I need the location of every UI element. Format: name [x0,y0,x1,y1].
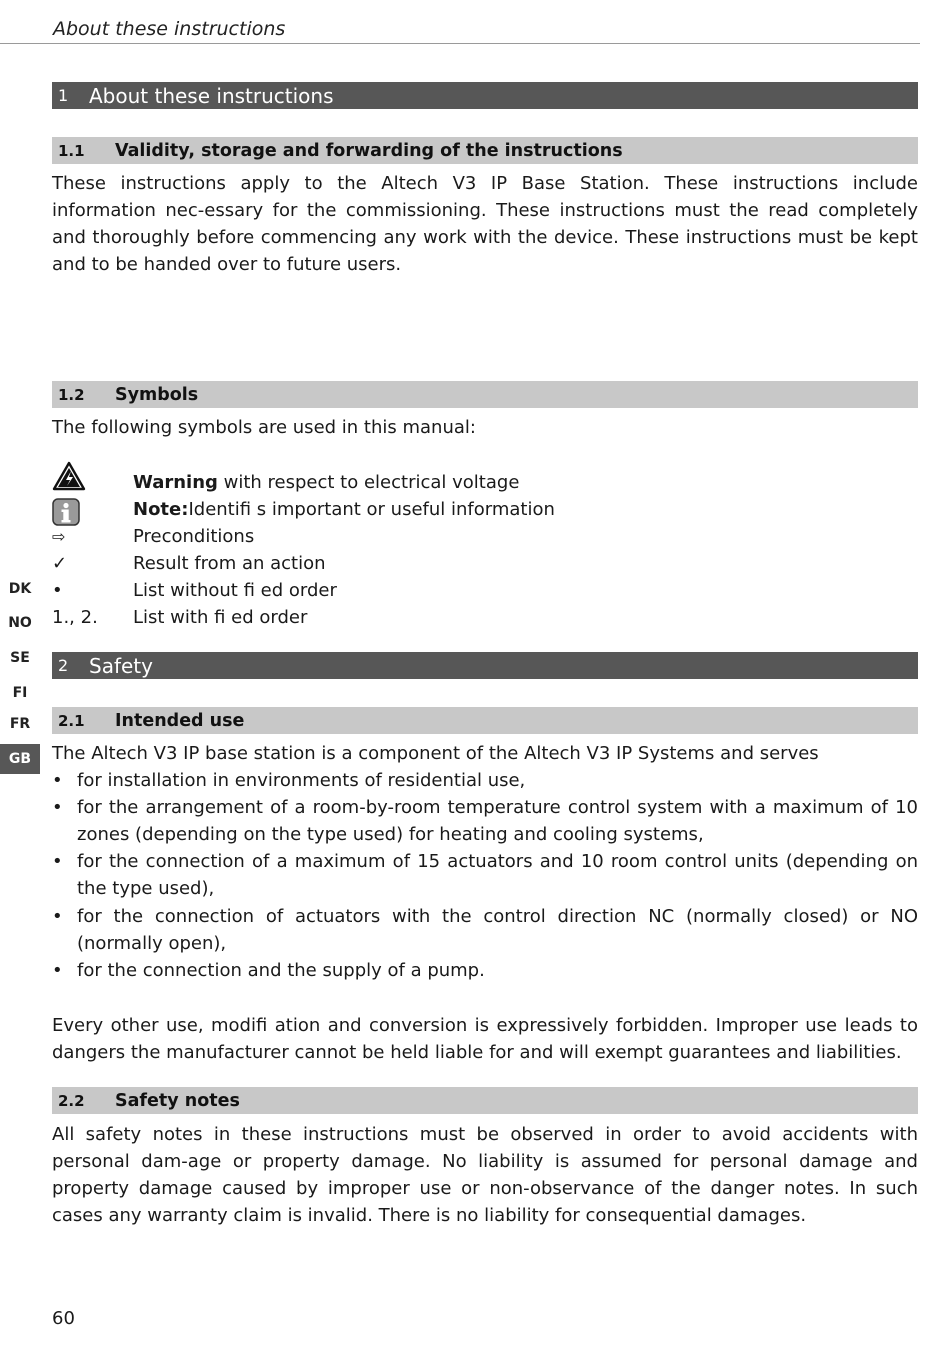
symbol-description: Identifi s important or useful information [188,499,555,520]
symbol-row-result [52,550,918,577]
bullet-icon: • [52,580,63,601]
language-tab-fi[interactable]: FI [12,685,28,701]
running-header: About these instructions [53,18,286,40]
list-item: • for the connection and the supply of a pump. [52,957,918,984]
symbol-bold-label: Note: [133,499,189,520]
section-number: 1 [58,86,69,105]
list-item: • for the connection of actuators with the control direction NC (normally closed) or NO (normally open), [52,903,918,957]
section-number: 1.1 [58,141,85,160]
intended-use-closing: Every other use, modifi ation and conversion is expressively forbidden. Improper use leads to dangers the manufacturer cannot be held liable for and will exempt guarantees and liabilities. [52,1015,918,1063]
section-1-1-heading [52,137,918,164]
bullet-icon: • [52,960,63,981]
language-tab-gb[interactable]: GB [0,744,40,774]
list-item: • for the arrangement of a room-by-room temperature control system with a maximum of 10 zones (depending on the type used) for heating and cooling systems, [52,794,918,848]
header-rule [0,43,920,44]
section-2-2-heading [52,1087,918,1114]
symbol-row-ordered-list [52,604,918,631]
bullet-icon: • [52,797,63,818]
arrow-icon: ⇨ [52,527,66,546]
section-title: About these instructions [89,83,334,108]
section-number: 2 [58,656,69,675]
section-title: Safety [89,653,153,678]
section-number: 2.1 [58,711,85,730]
language-tab-fr[interactable]: FR [9,716,31,732]
section-number: 1.2 [58,385,85,404]
warning-icon [52,469,127,496]
symbols-intro: The following symbols are used in this manual: [52,417,476,438]
symbol-row-note [52,496,918,523]
section-1-2-heading [52,381,918,408]
section-title: Safety notes [115,1090,240,1111]
section-1-heading [52,82,918,109]
symbol-description: Result from an action [133,553,326,574]
symbol-description: Preconditions [133,526,255,547]
symbol-description: List with fi ed order [133,607,308,628]
intended-use-intro: The Altech V3 IP base station is a component of the Altech V3 IP Systems and serves [52,743,819,764]
info-icon [52,496,127,523]
bullet-icon: • [52,770,63,791]
section-2-heading [52,652,918,679]
symbol-row-warning [52,469,918,496]
language-tab-no[interactable]: NO [8,615,32,631]
language-tab-se[interactable]: SE [10,650,30,666]
safety-notes-paragraph: All safety notes in these instructions must be observed in order to avoid accidents with personal dam-age or property damage. No liability is assumed for personal damage and property damage caused by improper use or non-observance of the danger notes. In such cases any warranty claim is invalid. There is no liability for consequential damages. [52,1124,918,1226]
numbering-symbol: 1., 2. [52,607,98,628]
page-number: 60 [52,1308,75,1329]
section-2-1-heading [52,707,918,734]
list-item: • for installation in environments of residential use, [52,767,918,794]
language-tab-dk[interactable]: DK [8,581,32,597]
validity-paragraph: These instructions apply to the Altech V3 IP Base Station. These instructions include information nec-essary for the commissioning. These instructions must the read completely and thoroughly before commencing any work with the device. These instructions must be kept and to be handed over to future users. [52,173,918,275]
symbol-bold-label: Warning [133,472,218,493]
section-title: Symbols [115,384,199,405]
symbol-description: List without fi ed order [133,580,337,601]
section-title: Intended use [115,710,245,731]
section-number: 2.2 [58,1091,85,1110]
checkmark-icon: ✓ [52,553,68,574]
bullet-icon: • [52,906,63,927]
bullet-icon: • [52,851,63,872]
list-item: • for the connection of a maximum of 15 actuators and 10 room control units (depending on the type used), [52,848,918,902]
symbol-row-preconditions [52,523,918,550]
symbol-row-unordered-list [52,577,918,604]
symbol-description: with respect to electrical voltage [217,472,520,493]
section-title: Validity, storage and forwarding of the instructions [115,140,623,161]
